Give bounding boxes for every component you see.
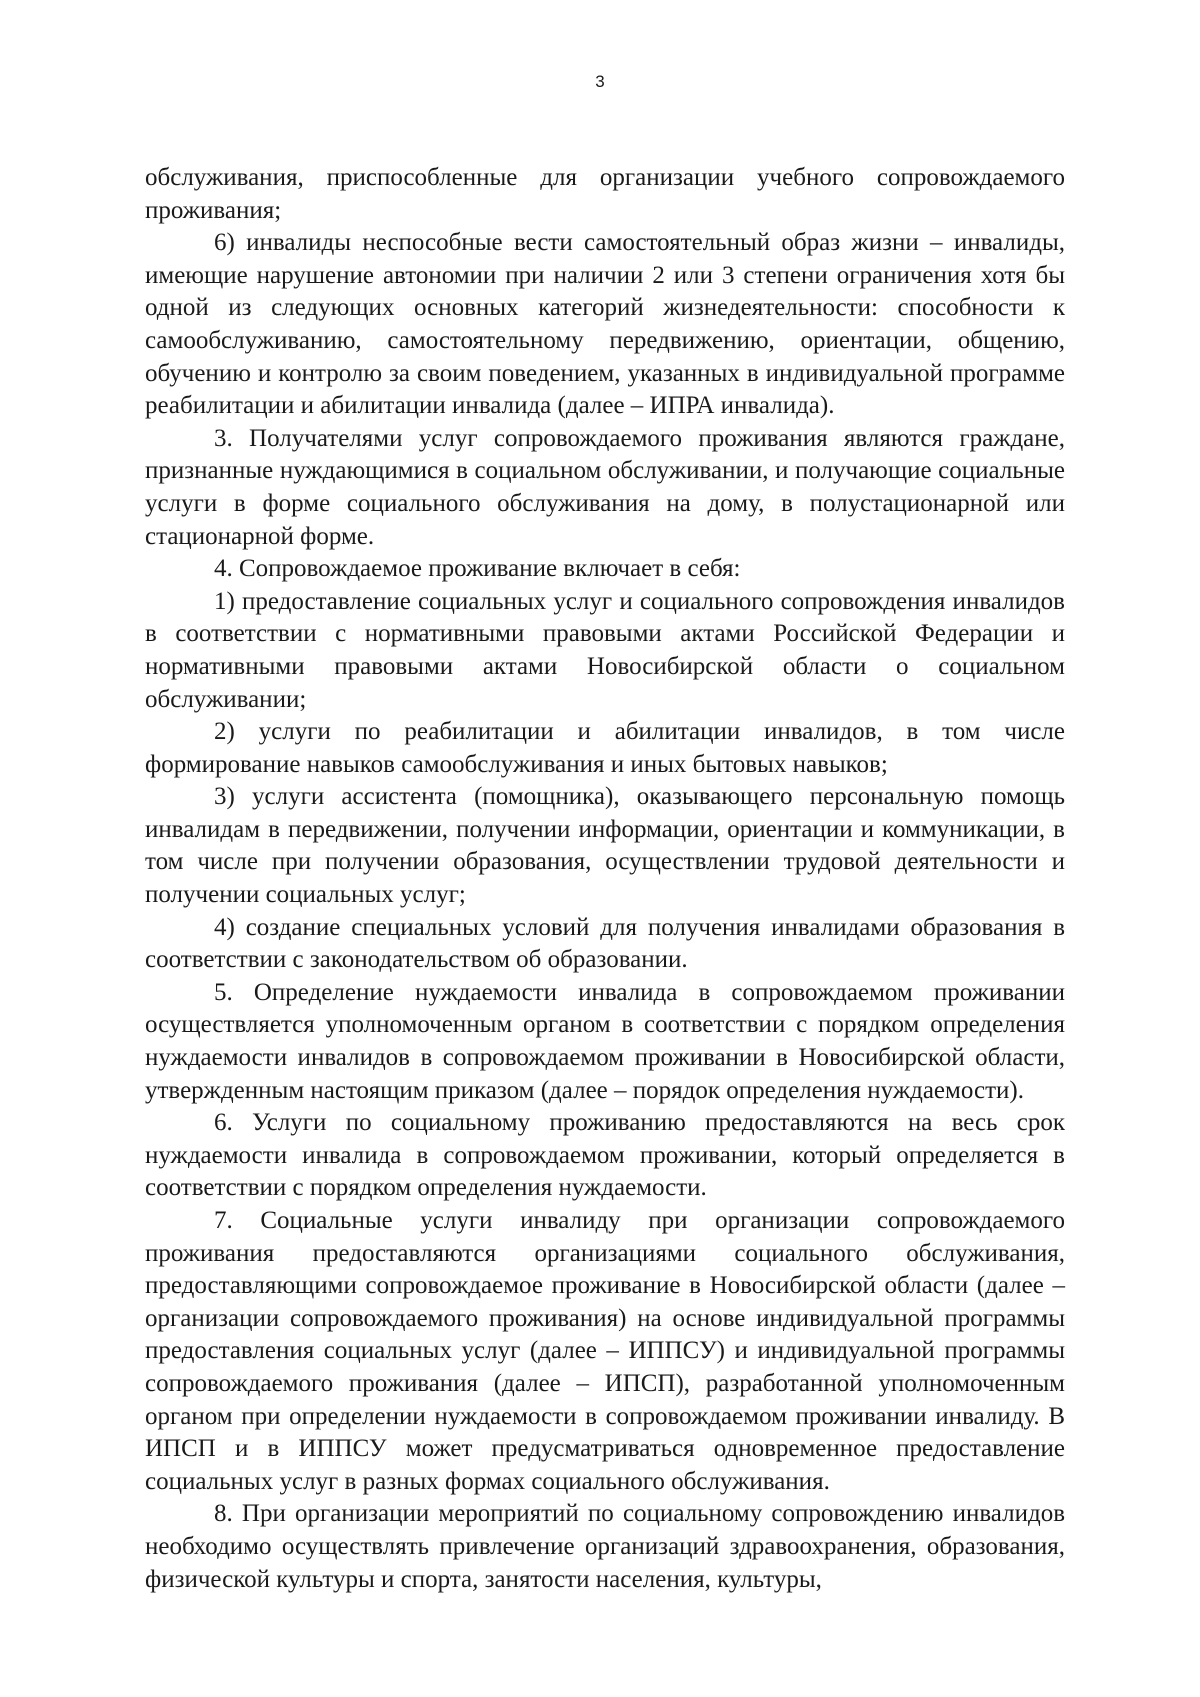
page-number: 3 <box>595 72 605 91</box>
paragraph-section-7: 7. Социальные услуги инвалиду при организации сопровождаемого проживания предоставляются организациями социального обслуживания, предоставляющими сопровождаемое проживание в Новосибирской области (далее – организации сопровождаемого проживания) на основе индивидуальной программы предоставления социальных услуг (далее – ИППСУ) и индивидуальной программы сопровождаемого проживания (далее – ИПСП), разработанной уполномоченным органом при определении нуждаемости в сопровождаемом проживании инвалиду. В ИПСП и в ИППСУ может предусматриваться одновременное предоставление социальных услуг в разных формах социального обслуживания. <box>145 1207 1065 1495</box>
paragraph-continuation: обслуживания, приспособленные для организации учебного сопровождаемого проживания; <box>145 164 1065 224</box>
document-body <box>145 162 1065 1596</box>
paragraph-section-8: 8. При организации мероприятий по социальному сопровождению инвалидов необходимо осуществлять привлечение организаций здравоохранения, образования, физической культуры и спорта, занятости населения, культуры, <box>145 1500 1065 1593</box>
paragraph-section-6: 6. Услуги по социальному проживанию предоставляются на весь срок нуждаемости инвалида в сопровождаемом проживании, который определяется в соответствии с порядком определения нуждаемости. <box>145 1109 1065 1202</box>
paragraph-section-4-item-2: 2) услуги по реабилитации и абилитации инвалидов, в том числе формирование навыков самообслуживания и иных бытовых навыков; <box>145 718 1065 778</box>
paragraph-section-3: 3. Получателями услуг сопровождаемого проживания являются граждане, признанные нуждающимися в социальном обслуживании, и получающие социальные услуги в форме социального обслуживания на дому, в полустационарной или стационарной форме. <box>145 424 1065 550</box>
paragraph-section-4-item-3: 3) услуги ассистента (помощника), оказывающего персональную помощь инвалидам в передвижении, получении информации, ориентации и коммуникации, в том числе при получении образования, осуществлении трудовой деятельности и получении социальных услуг; <box>145 783 1065 909</box>
paragraph-section-4-item-4: 4) создание специальных условий для получения инвалидами образования в соответствии с законодательством об образовании. <box>145 913 1065 974</box>
paragraph-section-5: 5. Определение нуждаемости инвалида в сопровождаемом проживании осуществляется уполномоченным органом в соответствии с порядком определения нуждаемости инвалидов в сопровождаемом проживании в Новосибирской области, утвержденным настоящим приказом (далее – порядок определения нуждаемости). <box>145 978 1065 1104</box>
paragraph-item-6: 6) инвалиды неспособные вести самостоятельный образ жизни – инвалиды, имеющие нарушение автономии при наличии 2 или 3 степени ограничения хотя бы одной из следующих основных категорий жизнедеятельности: способности к самообслуживанию, самостоятельному передвижению, ориентации, общению, обучению и контролю за своим поведением, указанных в индивидуальной программе реабилитации и абилитации инвалида (далее – ИПРА инвалида). <box>145 229 1065 420</box>
paragraph-section-4-item-1: 1) предоставление социальных услуг и социального сопровождения инвалидов в соответствии с нормативными правовыми актами Российской Федерации и нормативными правовыми актами Новосибирской области о социальном обслуживании; <box>145 587 1065 713</box>
paragraph-section-4: 4. Сопровождаемое проживание включает в себя: <box>214 555 741 583</box>
